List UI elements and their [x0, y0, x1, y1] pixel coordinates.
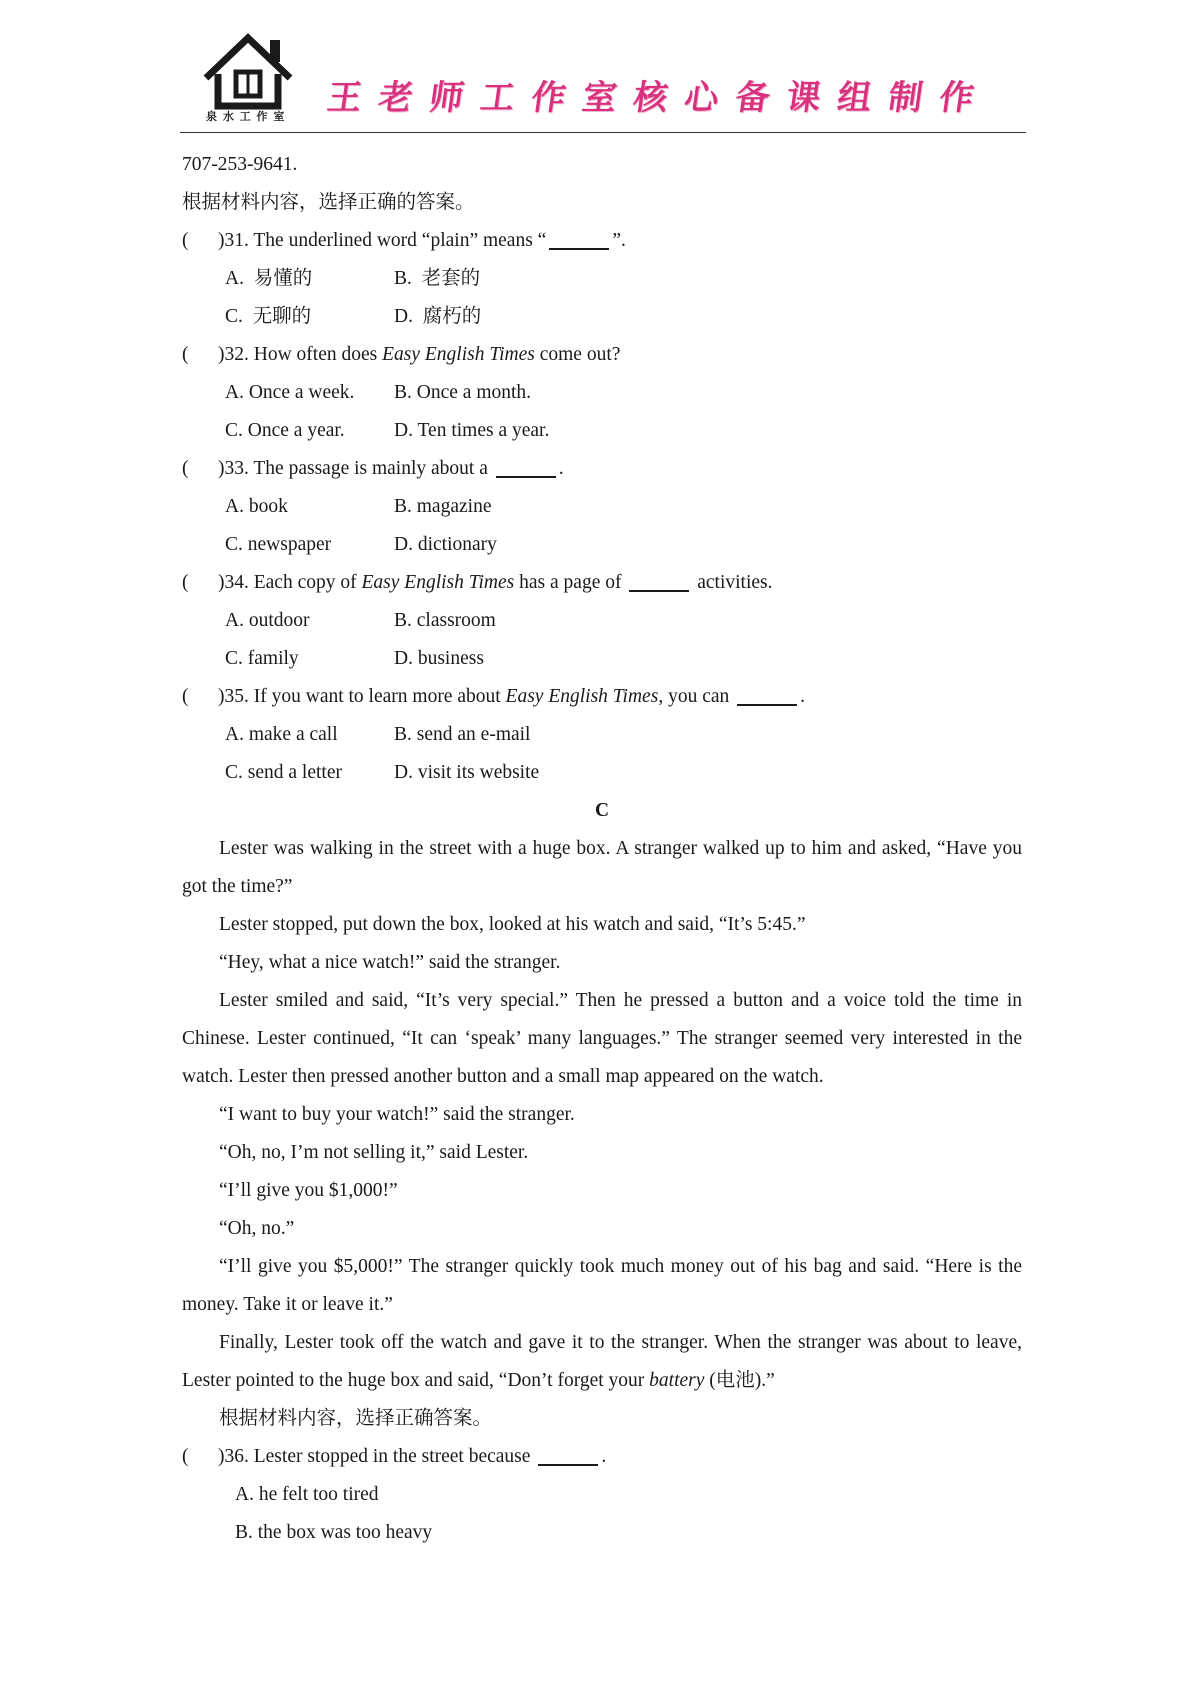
- option-b: [394, 260, 480, 298]
- option-key: A.: [225, 496, 244, 517]
- paragraph-text: (电池).”: [704, 1370, 775, 1391]
- option-key: D.: [394, 762, 413, 783]
- option-text: the box was too heavy: [257, 1522, 433, 1543]
- option-text: 无聊的: [252, 306, 312, 327]
- option-key: C.: [225, 762, 243, 783]
- story-paragraph: “Oh, no, I’m not selling it,” said Lester.: [219, 1142, 529, 1163]
- option-c: [225, 754, 342, 792]
- options-row: [182, 260, 1022, 298]
- option-a: [225, 602, 310, 640]
- question-text: [218, 678, 805, 716]
- question-text: [218, 450, 564, 488]
- question-suffix: come out?: [534, 344, 621, 365]
- question-prefix: )35. If you want to learn more about: [218, 686, 506, 707]
- story-paragraph-final: [182, 1324, 1022, 1400]
- option-text: Once a month.: [416, 382, 532, 403]
- question-35: [182, 678, 1022, 716]
- question-prefix: )34. Each copy of: [218, 572, 362, 593]
- answer-blank: [549, 226, 609, 250]
- option-c: [225, 526, 331, 564]
- option-a: [225, 374, 354, 412]
- option-key: B.: [235, 1522, 253, 1543]
- header-title-text: 王老师工作室核心备课组制作: [324, 78, 994, 118]
- option-b: [394, 374, 531, 412]
- option-text: send a letter: [247, 762, 342, 783]
- options-row: [182, 412, 1022, 450]
- story-paragraph: “Hey, what a nice watch!” said the stranger.: [219, 952, 561, 973]
- question-text: [218, 1438, 606, 1476]
- option-text: magazine: [416, 496, 492, 517]
- options-row: [182, 716, 1022, 754]
- option-b: [394, 602, 496, 640]
- option-key: A.: [225, 610, 244, 631]
- option-text: outdoor: [248, 610, 310, 631]
- option-text: family: [247, 648, 299, 669]
- option-text: book: [248, 496, 288, 517]
- option-key: C.: [225, 306, 243, 327]
- option-text: send an e-mail: [416, 724, 531, 745]
- question-32: [182, 336, 1022, 374]
- option-key: C.: [225, 420, 243, 441]
- question-prefix: )31. The underlined word “plain” means “: [218, 230, 547, 251]
- story-paragraph: Lester smiled and said, “It’s very special.” Then he pressed a button and a voice told the time in Chinese. Lester continued, “It can ‘speak’ many languages.” The stranger seemed very interested in the watch. Lester then pressed another button and a small map appeared on the watch.: [182, 990, 1022, 1087]
- magazine-title: Easy English Times: [382, 344, 535, 365]
- page-header: [180, 28, 1026, 132]
- phone-number: 707-253-9641.: [182, 154, 298, 175]
- option-c: [225, 298, 311, 336]
- magazine-title: Easy English Times: [505, 686, 659, 707]
- option-b: [235, 1514, 432, 1552]
- question-33: [182, 450, 1022, 488]
- story-paragraph: “I’ll give you $5,000!” The stranger quickly took much money out of his bag and said. “Here is the money. Take it or leave it.”: [182, 1256, 1022, 1315]
- option-text: 老套的: [421, 268, 481, 289]
- option-key: A.: [235, 1484, 254, 1505]
- options-row: [182, 298, 1022, 336]
- question-suffix: .: [601, 1446, 607, 1467]
- option-text: newspaper: [247, 534, 332, 555]
- options-row: [182, 754, 1022, 792]
- option-text: Once a week.: [248, 382, 355, 403]
- question-suffix: ”.: [612, 230, 626, 251]
- paragraph-italic-word: battery: [649, 1370, 705, 1391]
- question-text: [218, 564, 773, 602]
- option-c: [225, 412, 345, 450]
- option-key: A.: [225, 382, 244, 403]
- logo-caption: 泉 水 工 作 室: [206, 110, 286, 123]
- question-suffix: .: [558, 458, 564, 479]
- answer-paren: (: [182, 344, 189, 365]
- answer-paren: (: [182, 458, 189, 479]
- document-body: [182, 146, 1022, 1552]
- option-a: [235, 1476, 379, 1514]
- option-key: B.: [394, 610, 412, 631]
- header-divider: [180, 132, 1026, 133]
- answer-paren: (: [182, 1446, 189, 1467]
- option-key: A.: [225, 724, 244, 745]
- options-row: [182, 526, 1022, 564]
- option-text: 腐朽的: [422, 306, 482, 327]
- options-row: [182, 640, 1022, 678]
- answer-blank: [629, 568, 689, 592]
- question-suffix: activities.: [692, 572, 773, 593]
- story-paragraph: “I’ll give you $1,000!”: [219, 1180, 398, 1201]
- option-c: [225, 640, 299, 678]
- question-prefix: )36. Lester stopped in the street because: [218, 1446, 536, 1467]
- options-row: [182, 374, 1022, 412]
- option-d: [394, 526, 497, 564]
- answer-paren: (: [182, 230, 189, 251]
- option-text: he felt too tired: [258, 1484, 379, 1505]
- question-middle: has a page of: [514, 572, 627, 593]
- section-heading-c: C: [594, 800, 610, 821]
- question-middle: , you can: [658, 686, 735, 707]
- option-d: [394, 298, 481, 336]
- answer-blank: [737, 682, 797, 706]
- question-34: [182, 564, 1022, 602]
- options-row: [182, 602, 1022, 640]
- option-key: B.: [394, 724, 412, 745]
- question-suffix: .: [800, 686, 805, 707]
- option-text: Once a year.: [247, 420, 345, 441]
- option-key: C.: [225, 648, 243, 669]
- question-36: [182, 1438, 1022, 1476]
- option-d: [394, 640, 484, 678]
- option-text: dictionary: [417, 534, 497, 555]
- option-key: D.: [394, 306, 413, 327]
- answer-paren: (: [182, 686, 189, 707]
- magazine-title: Easy English Times: [361, 572, 515, 593]
- story-paragraph: “Oh, no.”: [219, 1218, 295, 1239]
- option-key: A.: [225, 268, 244, 289]
- option-key: B.: [394, 496, 412, 517]
- question-prefix: )32. How often does: [218, 344, 383, 365]
- paragraph-text: Finally, Lester took off the watch and gave it to the stranger. When the stranger was about to leave, Lester pointed to the huge box and said, “Don’t forget your: [182, 1332, 1022, 1391]
- option-d: [394, 754, 539, 792]
- option-key: B.: [394, 268, 412, 289]
- option-text: make a call: [248, 724, 338, 745]
- option-text: classroom: [416, 610, 496, 631]
- option-a: [225, 260, 312, 298]
- options-row: [182, 1476, 1022, 1514]
- story-paragraph: “I want to buy your watch!” said the stranger.: [219, 1104, 575, 1125]
- option-key: B.: [394, 382, 412, 403]
- options-row: [182, 488, 1022, 526]
- story-paragraph: Lester stopped, put down the box, looked at his watch and said, “It’s 5:45.”: [219, 914, 806, 935]
- instruction-b: 根据材料内容，选择正确的答案。: [182, 192, 475, 213]
- option-text: visit its website: [417, 762, 540, 783]
- story-paragraph: Lester was walking in the street with a huge box. A stranger walked up to him and asked, “Have you got the time?”: [182, 838, 1022, 897]
- option-a: [225, 488, 288, 526]
- option-b: [394, 716, 530, 754]
- question-text: [218, 336, 620, 374]
- options-row: [182, 1514, 1022, 1552]
- option-text: business: [417, 648, 484, 669]
- answer-blank: [538, 1442, 598, 1466]
- option-text: Ten times a year.: [417, 420, 550, 441]
- answer-blank: [496, 454, 556, 478]
- question-31: [182, 222, 1022, 260]
- option-text: 易懂的: [253, 268, 313, 289]
- option-a: [225, 716, 338, 754]
- option-b: [394, 488, 491, 526]
- option-key: D.: [394, 420, 413, 441]
- option-key: D.: [394, 534, 413, 555]
- option-key: D.: [394, 648, 413, 669]
- question-text: [218, 222, 626, 260]
- question-prefix: )33. The passage is mainly about a: [218, 458, 493, 479]
- option-d: [394, 412, 549, 450]
- instruction-c: 根据材料内容，选择正确答案。: [219, 1408, 493, 1429]
- answer-paren: (: [182, 572, 189, 593]
- header-title: [324, 70, 1028, 122]
- option-key: C.: [225, 534, 243, 555]
